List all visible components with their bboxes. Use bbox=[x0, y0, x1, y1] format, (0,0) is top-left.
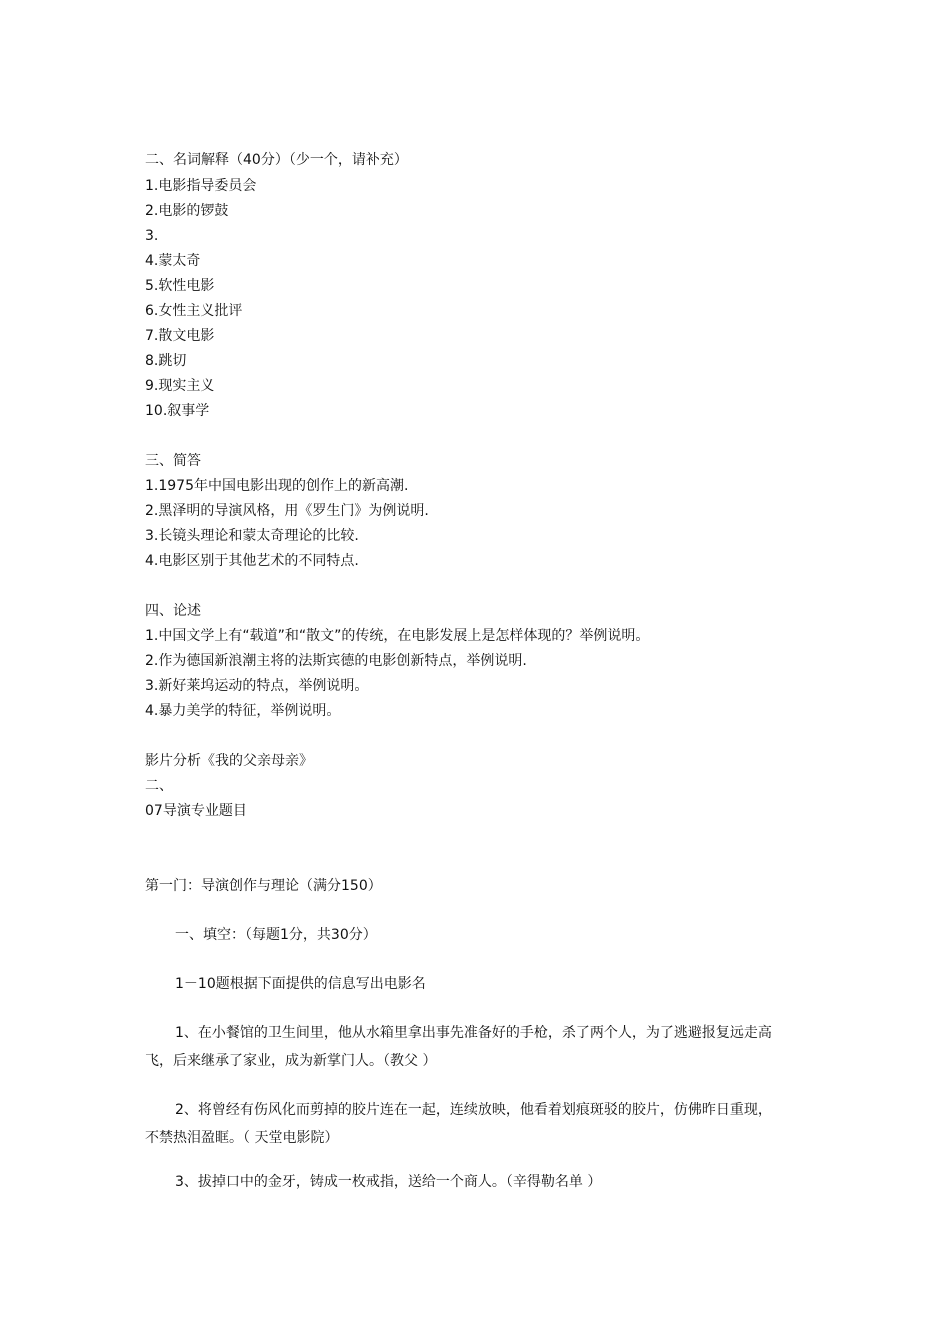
list-item: 7.散文电影 bbox=[145, 328, 215, 344]
list-item: 6.女性主义批评 bbox=[145, 303, 243, 319]
list-item: 4.电影区别于其他艺术的不同特点. bbox=[145, 553, 359, 569]
list-item: 1.1975年中国电影出现的创作上的新高潮. bbox=[145, 478, 409, 494]
subject-heading: 第一门：导演创作与理论（满分150） bbox=[145, 878, 382, 894]
list-item: 2.电影的锣鼓 bbox=[145, 203, 229, 219]
list-item: 4.蒙太奇 bbox=[145, 253, 201, 269]
list-item: 2.黑泽明的导演风格，用《罗生门》为例说明. bbox=[145, 503, 429, 519]
list-item: 10.叙事学 bbox=[145, 403, 210, 419]
question-2: 2、将曾经有伤风化而剪掉的胶片连在一起，连续放映，他看着划痕斑驳的胶片，仿佛昨日重现，不禁热泪盈眶。（ 天堂电影院） bbox=[145, 1102, 772, 1146]
section-heading-4: 四、论述 bbox=[145, 603, 201, 619]
part-heading: 一、填空：（每题1分，共30分） bbox=[175, 927, 377, 943]
question-1: 1、在小餐馆的卫生间里，他从水箱里拿出事先准备好的手枪，杀了两个人，为了逃避报复远走高飞，后来继承了家业，成为新掌门人。（教父 ） bbox=[145, 1025, 772, 1069]
question-3: 3、拔掉口中的金牙，铸成一枚戒指，送给一个商人。（辛得勒名单 ） bbox=[175, 1174, 602, 1190]
list-item: 8.跳切 bbox=[145, 353, 187, 369]
list-item: 9.现实主义 bbox=[145, 378, 215, 394]
section-marker: 二、 bbox=[145, 778, 173, 794]
section-heading-3: 三、简答 bbox=[145, 453, 201, 469]
list-item: 2.作为德国新浪潮主将的法斯宾德的电影创新特点，举例说明. bbox=[145, 653, 527, 669]
list-item: 3.新好莱坞运动的特点，举例说明。 bbox=[145, 678, 369, 694]
section-heading-2: 二、名词解释（40分）（少一个，请补充） bbox=[145, 152, 408, 168]
instruction: 1－10题根据下面提供的信息写出电影名 bbox=[175, 976, 426, 992]
list-item: 1.中国文学上有“载道”和“散文”的传统，在电影发展上是怎样体现的？举例说明。 bbox=[145, 628, 650, 644]
film-analysis: 影片分析《我的父亲母亲》 bbox=[145, 753, 313, 769]
list-item: 5.软性电影 bbox=[145, 278, 215, 294]
list-item: 4.暴力美学的特征，举例说明。 bbox=[145, 703, 341, 719]
list-item: 3.长镜头理论和蒙太奇理论的比较. bbox=[145, 528, 359, 544]
list-item: 3. bbox=[145, 228, 159, 244]
exam-title: 07导演专业题目 bbox=[145, 803, 247, 819]
list-item: 1.电影指导委员会 bbox=[145, 178, 257, 194]
